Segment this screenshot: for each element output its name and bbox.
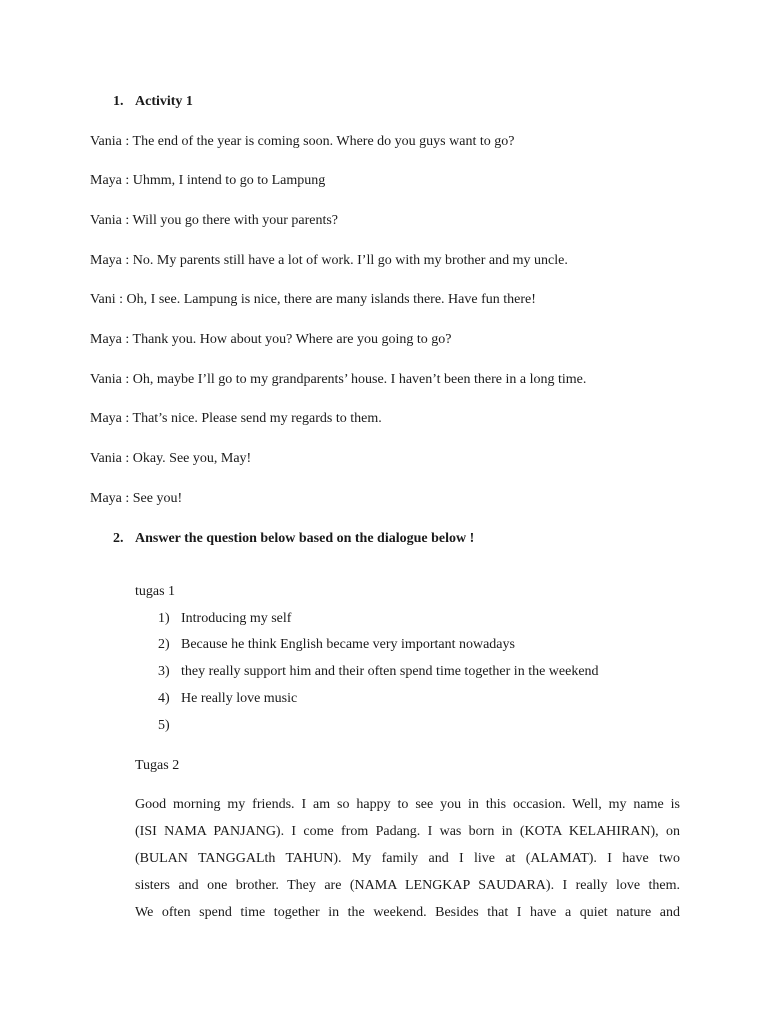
answer-text: He really love music [181, 691, 298, 706]
dialogue-line-6: Maya : Thank you. How about you? Where are you going to go? [90, 332, 452, 347]
answer-text: they really support him and their often spend time together in the weekend [181, 664, 599, 679]
section-1-number: 1. [113, 94, 124, 109]
dialogue-line-1: Vania : The end of the year is coming soon. Where do you guys want to go? [90, 134, 515, 149]
answer-item-4 [158, 691, 297, 707]
paragraph-line-5: We often spend time together in the weekend. Besides that I have a quiet nature and [135, 905, 680, 920]
dialogue-line-8: Maya : That’s nice. Please send my regards to them. [90, 411, 382, 426]
answer-number: 5) [158, 718, 170, 733]
answer-number: 3) [158, 664, 170, 679]
paragraph-line-2: (ISI NAMA PANJANG). I come from Padang. I was born in (KOTA KELAHIRAN), on [135, 824, 680, 839]
section-1-heading [113, 94, 193, 110]
paragraph-line-3: (BULAN TANGGALth TAHUN). My family and I live at (ALAMAT). I have two [135, 851, 680, 866]
dialogue-line-10: Maya : See you! [90, 491, 183, 506]
dialogue-line-4: Maya : No. My parents still have a lot of work. I’ll go with my brother and my uncle. [90, 253, 568, 268]
dialogue-line-3: Vania : Will you go there with your parents? [90, 213, 339, 228]
answer-item-5 [158, 718, 181, 734]
answer-item-1 [158, 611, 291, 627]
answer-number: 2) [158, 637, 170, 652]
paragraph-line-1: Good morning my friends. I am so happy to see you in this occasion. Well, my name is [135, 797, 680, 812]
answer-text: Introducing my self [181, 611, 292, 626]
dialogue-line-2: Maya : Uhmm, I intend to go to Lampung [90, 173, 326, 188]
answer-item-3 [158, 664, 599, 680]
section-1-title: Activity 1 [135, 94, 193, 109]
dialogue-line-9: Vania : Okay. See you, May! [90, 451, 252, 466]
answer-text: Because he think English became very important nowadays [181, 637, 515, 652]
dialogue-line-7: Vania : Oh, maybe I’ll go to my grandparents’ house. I haven’t been there in a long time. [90, 372, 587, 387]
answer-number: 1) [158, 611, 170, 626]
answer-item-2 [158, 637, 515, 653]
section-2-heading [113, 531, 474, 547]
answer-number: 4) [158, 691, 170, 706]
tugas-1-label: tugas 1 [135, 584, 176, 599]
tugas-2-label: Tugas 2 [135, 758, 180, 773]
section-2-title: Answer the question below based on the dialogue below ! [135, 531, 475, 546]
paragraph-line-4: sisters and one brother. They are (NAMA LENGKAP SAUDARA). I really love them. [135, 878, 680, 893]
section-2-number: 2. [113, 531, 124, 546]
dialogue-line-5: Vani : Oh, I see. Lampung is nice, there are many islands there. Have fun there! [90, 292, 536, 307]
